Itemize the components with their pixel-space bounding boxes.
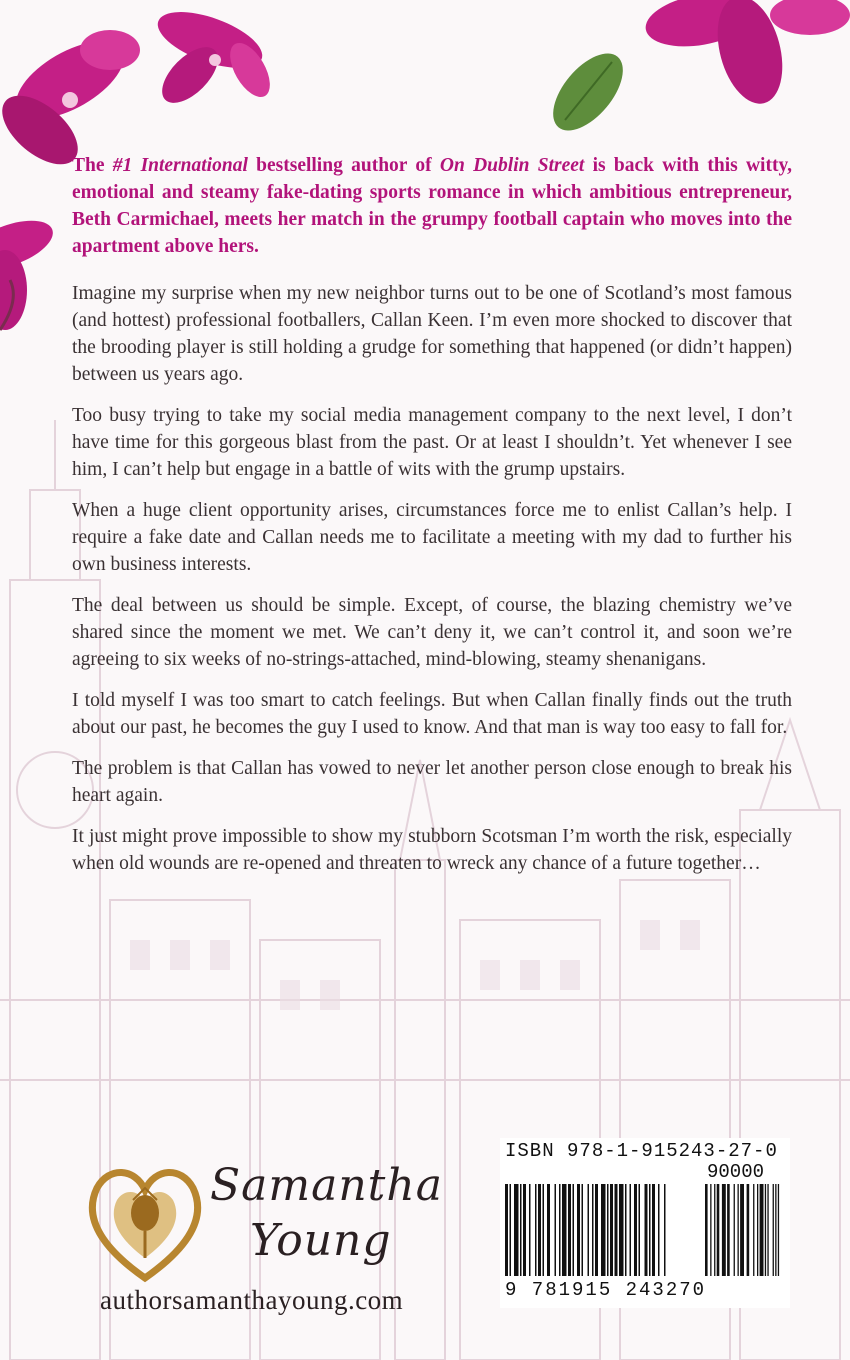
synopsis-paragraph: The deal between us should be simple. Except, of course, the blazing chemistry we’ve shared since the moment we met. We can’t deny it, we can’t control it, and soon we’re agreeing to six weeks of no-strings-attached, mind-blowing, steamy shenanigans. [72, 595, 792, 670]
barcode-bar [738, 1184, 739, 1276]
barcode-bar [577, 1184, 580, 1276]
barcode-bar [588, 1184, 590, 1276]
ean-number: 9 781915 243270 [505, 1279, 707, 1301]
barcode-bar [607, 1184, 609, 1276]
barcode-bar [634, 1184, 637, 1276]
barcode-icon [505, 1184, 785, 1280]
barcode-bar [722, 1184, 726, 1276]
synopsis-paragraph: When a huge client opportunity arises, circumstances force me to enlist Callan’s help. I require a fake date and Callan needs me to facilitate a meeting with my dad to further his own business interests. [72, 500, 792, 575]
author-last-name: Young [250, 1215, 392, 1266]
barcode-bar [760, 1184, 764, 1276]
barcode-bar [582, 1184, 584, 1276]
barcode-bar [625, 1184, 627, 1276]
synopsis-paragraph: Too busy trying to take my social media management company to the next level, I don’t have time for this gorgeous blast from the past. Or at least I shouldn’t. Yet whenever I see him, I can’t help but engage in a battle of wits with the grump upstairs. [72, 405, 792, 480]
barcode-bar [658, 1184, 660, 1276]
barcode-bar [595, 1184, 598, 1276]
barcode-bar [520, 1184, 522, 1276]
barcode-bar [652, 1184, 655, 1276]
isbn-text: ISBN 978-1-915243-27-0 [505, 1140, 778, 1162]
barcode-bar [778, 1184, 779, 1276]
barcode-bar [747, 1184, 750, 1276]
barcode-bar [538, 1184, 541, 1276]
barcode-bar [573, 1184, 575, 1276]
barcode-bar [547, 1184, 550, 1276]
barcode-bar [765, 1184, 766, 1276]
flower-icon [641, 0, 850, 111]
barcode-bar [514, 1184, 519, 1276]
barcode-bar [773, 1184, 774, 1276]
synopsis-paragraph: It just might prove impossible to show my stubborn Scotsman I’m worth the risk, especially when old wounds are re-opened and threaten to wreck any chance of a future together… [72, 826, 792, 874]
barcode-bar [559, 1184, 561, 1276]
barcode-bar [562, 1184, 567, 1276]
barcode-bar [753, 1184, 754, 1276]
barcode-bar [555, 1184, 557, 1276]
barcode-bar [592, 1184, 594, 1276]
synopsis-paragraph: The problem is that Callan has vowed to never let another person close enough to break his heart again. [72, 758, 792, 806]
barcode-bar [510, 1184, 512, 1276]
barcode-bar [523, 1184, 526, 1276]
barcode-bar [615, 1184, 618, 1276]
barcode-bar [717, 1184, 720, 1276]
thistle-heart-logo-icon [85, 1158, 205, 1288]
barcode-bar [645, 1184, 648, 1276]
flower-icon [151, 1, 278, 113]
barcode-bar [619, 1184, 624, 1276]
synopsis [72, 280, 792, 891]
barcode-bar [505, 1184, 508, 1276]
barcode-bar [734, 1184, 735, 1276]
barcode-bar [601, 1184, 606, 1276]
author-first-name: Samantha [210, 1160, 443, 1211]
barcode-bar [714, 1184, 715, 1276]
barcode-bar [639, 1184, 641, 1276]
barcode-bar [767, 1184, 768, 1276]
barcode-bar [535, 1184, 537, 1276]
author-website[interactable]: authorsamanthayoung.com [100, 1285, 404, 1315]
barcode-bar [630, 1184, 632, 1276]
price-code: 90000 [707, 1161, 765, 1183]
barcode-bar [664, 1184, 666, 1276]
barcode-bar [727, 1184, 730, 1276]
barcode-bar [740, 1184, 744, 1276]
barcode-bar [649, 1184, 651, 1276]
barcode-bar [568, 1184, 571, 1276]
leaf-icon [540, 41, 636, 142]
barcode-bar [610, 1184, 613, 1276]
tagline-blurb: The #1 International bestselling author of On Dublin Street is back with this witty, emotional and steamy fake-dating sports romance in which ambitious entrepreneur, Beth Carmichael, meets her match in the grumpy football captain who moves into the apartment above hers. [72, 155, 793, 257]
barcode-bar [757, 1184, 758, 1276]
synopsis-paragraph: I told myself I was too smart to catch feelings. But when Callan finally finds out the truth about our past, he becomes the guy I used to know. And that man is way too easy to fall for. [72, 690, 792, 738]
synopsis-paragraph: Imagine my surprise when my new neighbor turns out to be one of Scotland’s most famous (and hottest) professional footballers, Callan Keen. I’m even more shocked to discover that the brooding player is still holding a grudge for something that happened (or didn’t happen) between us years ago. [72, 283, 792, 385]
barcode-bar [705, 1184, 708, 1276]
barcode-bar [775, 1184, 776, 1276]
barcode-bar [543, 1184, 545, 1276]
barcode-bar [529, 1184, 531, 1276]
barcode-bar [710, 1184, 711, 1276]
